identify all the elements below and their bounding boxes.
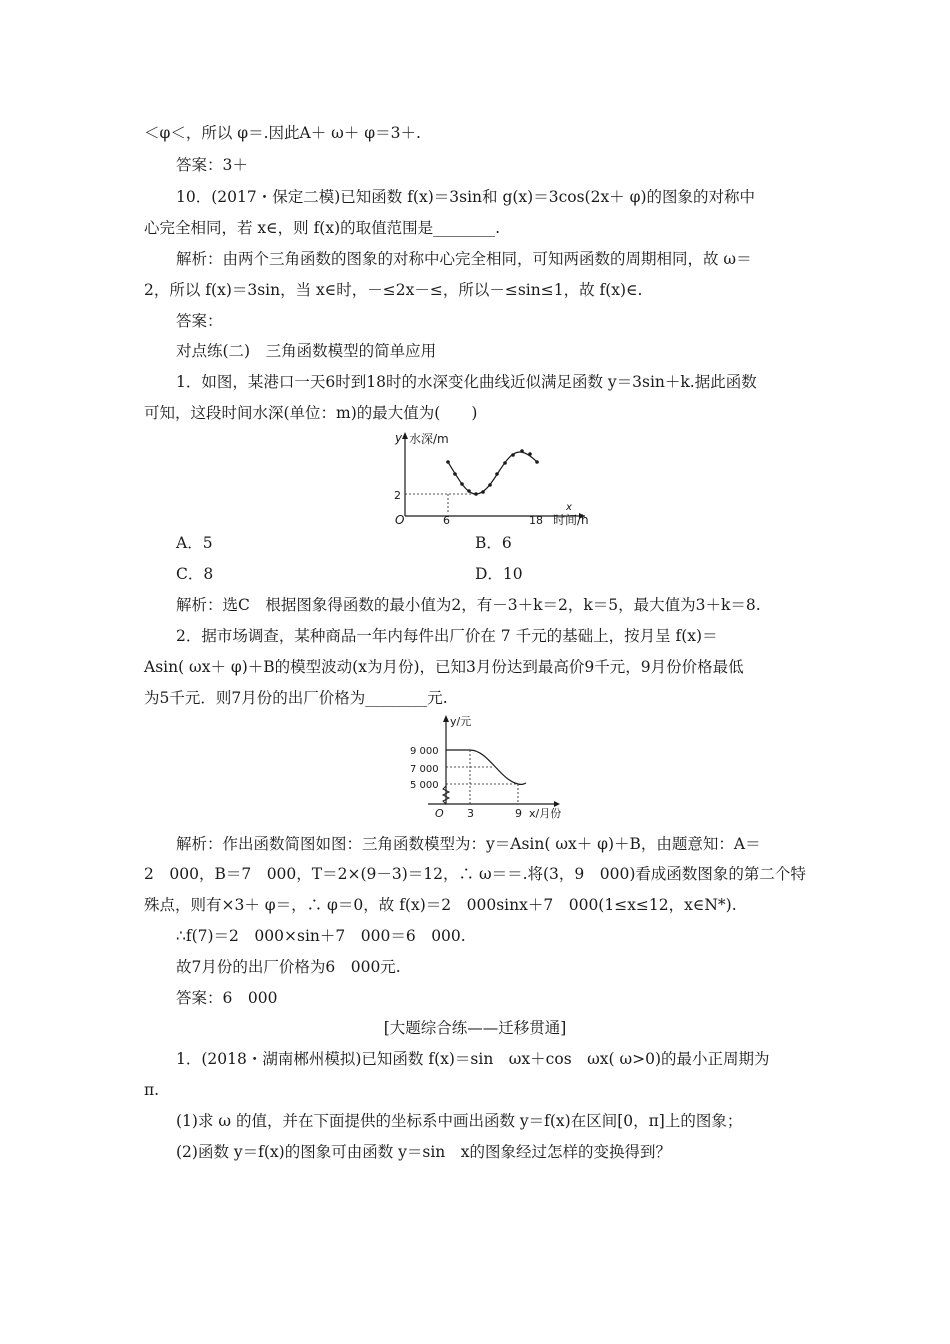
text-line: ∴f(7)＝2 000×sin＋7 000＝6 000. [176,927,466,945]
solution-text: 解析：选C 根据图象得函数的最小值为2，有－3＋k＝2，k＝5，最大值为3＋k＝8. [176,596,761,614]
curve-point [511,453,515,457]
curve-point [467,489,471,493]
option-c: C．8 [176,565,214,583]
curve-point [528,452,532,456]
sub-question-1: (1)求 ω 的值，并在下面提供的坐标系中画出函数 y＝f(x)在区间[0，π]上的图象； [176,1112,743,1130]
curve-point [520,449,524,453]
y-axis-arrow [443,715,449,722]
text-line: 心完全相同，若 x∈，则 f(x)的取值范围是________. [144,219,501,237]
sub-question-2: (2)函数 y＝f(x)的图象可由函数 y＝sin x的图象经过怎样的变换得到？ [176,1143,672,1161]
x-tick-6: 6 [443,514,450,527]
problem-10: 10．(2017・保定二模)已知函数 f(x)＝3sin和 g(x)＝3cos(2x＋ φ)的图象的对称中 [176,188,756,206]
guide-lines [446,750,518,804]
y-axis-letter: y [395,431,403,445]
curve-point [481,490,485,494]
section-heading: [大题综合练——迁移贯通] [383,1019,567,1037]
text-line: π. [144,1081,160,1099]
text-line: 故7月份的出厂价格为6 000元. [176,958,401,976]
y-tick-9000: 9 000 [410,746,439,757]
text-line: 殊点，则有×3＋ φ＝，∴ φ＝0，故 f(x)＝2 000sinx＋7 000(1≤x≤12，x∈N*). [144,896,737,914]
x-axis-letter: x [566,502,572,513]
option-a: A．5 [176,534,213,552]
problem-1: 1．如图，某港口一天6时到18时的水深变化曲线近似满足函数 y＝3sin＋k.据此函数 [176,373,757,391]
curve-point [495,472,499,476]
curve-point [453,472,457,476]
text-line: Asin( ωx＋ φ)＋B的模型波动(x为月份)，已知3月份达到最高价9千元，9月份价格最低 [144,658,744,676]
answer-text: 答案：6 000 [176,989,278,1007]
problem-1: 1．(2018・湖南郴州模拟)已知函数 f(x)＝sin ωx＋cos ωx( ω>0)的最小正周期为 [176,1050,770,1068]
origin-label: O [435,807,444,820]
x-tick-3: 3 [467,807,474,820]
answer-text: 答案： [176,312,223,330]
solution-text: 解析：作出函数简图如图：三角函数模型为：y＝Asin( ωx＋ φ)＋B，由题意知：A＝ [176,835,761,853]
option-d: D．10 [475,565,523,583]
curve-point [474,492,478,496]
curve-point [503,461,507,465]
text-line: 2 000，B＝7 000，T＝2×(9－3)＝12，∴ ω＝＝.将(3，9 000)看成函数图象的第二个特 [144,865,806,883]
origin-label: O [395,513,405,527]
text-line: 2，所以 f(x)＝3sin，当 x∈时，－≤2x－≤，所以－≤sin≤1，故 f(x)∈. [144,281,643,299]
y-axis-label: y/元 [450,715,472,728]
x-tick-18: 18 [529,514,543,527]
curve-point [488,483,492,487]
depth-curve [448,452,537,494]
x-axis-label: 时间/h [553,513,589,527]
y-axis-arrow [402,432,408,439]
text-line: 可知，这段时间水深(单位：m)的最大值为( ) [144,404,478,422]
curve-point [446,460,450,464]
price-chart [408,712,578,820]
curve-point [460,482,464,486]
solution-text: 解析：由两个三角函数的图象的对称中心完全相同，可知两函数的周期相同，故 ω＝ [176,250,752,268]
x-axis-label: x/月份 [529,807,562,820]
text-line: 答案：3＋ [176,156,248,174]
y-tick-7000: 7 000 [410,764,439,775]
y-axis-label: 水深/m [409,432,449,446]
curve-point [535,460,539,464]
text-line: 为5千元．则7月份的出厂价格为________元. [144,689,448,707]
y-tick-5000: 5 000 [410,780,439,791]
x-tick-9: 9 [515,807,522,820]
problem-2: 2．据市场调查，某种商品一年内每件出厂价在 7 千元的基础上，按月呈 f(x)＝ [176,627,718,645]
text-line: ＜φ＜，所以 φ＝.因此A＋ ω＋ φ＝3＋. [144,124,421,142]
y-tick-2: 2 [394,489,401,502]
water-depth-chart [385,428,605,528]
option-b: B．6 [475,534,512,552]
curve-points [446,449,539,496]
section-heading: 对点练(二) 三角函数模型的简单应用 [176,342,437,360]
